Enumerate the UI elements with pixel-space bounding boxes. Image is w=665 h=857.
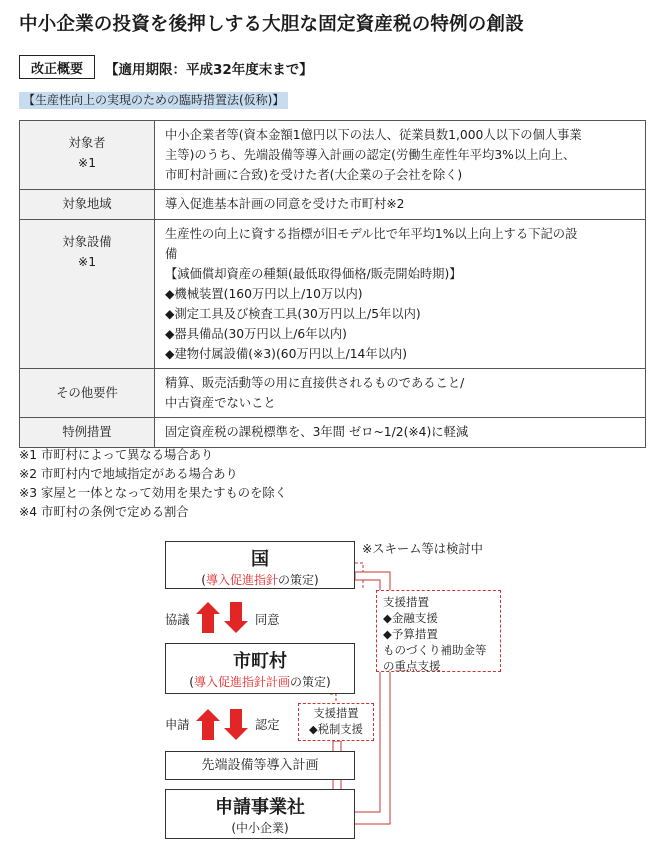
kuni-sub: (導入促進指針の策定)	[201, 573, 319, 587]
city-box	[165, 643, 355, 694]
kuni-sub-red: 導入促進指針	[205, 573, 278, 587]
content-line: 市町村計画に合致)を受けた者(大企業の子会社を除く)	[165, 168, 463, 182]
application-period: 【適用期限：平成32年度末まで】	[105, 62, 313, 78]
summary-badge: 改正概要	[19, 55, 95, 79]
support-line: ものづくり補助金等	[383, 643, 487, 657]
support-line: 支援措置	[313, 707, 359, 720]
support-line: ◆金融支援	[383, 611, 438, 625]
up-arrow-icon	[196, 602, 220, 633]
page-title: 中小企業の投資を後押しする大胆な固定資産税の特例の創設	[19, 14, 524, 35]
consult-label: 協議	[165, 613, 190, 627]
support-line: ◆予算措置	[383, 627, 438, 641]
row-header-label: 対象者	[68, 136, 106, 150]
footnote: ※1 市町村によって異なる場合あり	[19, 448, 214, 462]
plan-label: 先端設備等導入計画	[201, 758, 319, 773]
content-line: 備	[165, 247, 178, 261]
footnote: ※4 市町村の条例で定める割合	[19, 505, 189, 519]
row-header-label: 特例措置	[62, 425, 112, 439]
plan-box	[165, 751, 355, 780]
row-header-note: ※1	[77, 156, 97, 170]
content-line: ◆機械装置(160万円以上/10万以内)	[165, 287, 363, 301]
apply-arrows	[196, 709, 248, 740]
row-header-note: ※1	[77, 255, 97, 269]
content-line: 精算、販売活動等の用に直接供されるものであること/	[165, 376, 465, 390]
kuni-label: 国	[251, 549, 269, 570]
down-arrow-icon	[224, 709, 248, 740]
city-support-connector	[330, 694, 336, 703]
footnote: ※2 市町村内で地域指定がある場合あり	[19, 467, 238, 481]
applicant-sub: (中小企業)	[231, 821, 289, 835]
content-line: 主等)のうち、先端設備等導入計画の認定(労働生産性年平均3%以上向上、	[165, 148, 576, 162]
support-measures-box	[376, 590, 501, 672]
city-sub-red: 導入促進指針計画	[193, 675, 290, 689]
content-line: 固定資産税の課税標準を、3年間 ゼロ~1/2(※4)に軽減	[165, 425, 469, 439]
apply-label: 申請	[165, 718, 190, 732]
row-header-label: 対象設備	[62, 235, 112, 249]
support-line: の重点支援	[383, 659, 441, 673]
support-line: 支援措置	[383, 595, 429, 609]
law-label: 【生産性向上の実現のための臨時措置法(仮称)】	[19, 92, 288, 109]
content-line: ◆測定工具及び検査工具(30万円以上/5年以内)	[165, 307, 421, 321]
content-line: 生産性の向上に資する指標が旧モデル比で年平均1%以上向上する下記の設	[165, 227, 578, 241]
up-arrow-icon	[196, 709, 220, 740]
row-header-label: その他要件	[56, 385, 118, 400]
applicant-label: 申請事業社	[215, 797, 305, 818]
applicant-box	[165, 789, 355, 839]
city-sub: (導入促進指針計画の策定)	[189, 675, 331, 689]
scheme-note: ※スキーム等は検討中	[362, 542, 483, 556]
content-line: 中小企業者等(資本金額1億円以下の法人、従業員数1,000人以下の個人事業	[165, 128, 582, 142]
approve-label: 認定	[255, 718, 280, 732]
content-line: 導入促進基本計画の同意を受けた市町村※2	[165, 197, 405, 211]
down-arrow-icon	[224, 602, 248, 633]
content-line: 【減価償却資産の種類(最低取得価格/販売開始時期)】	[165, 267, 462, 281]
row-header-label: 対象地域	[62, 197, 112, 211]
content-line: 中古資産でないこと	[165, 396, 276, 410]
content-line: ◆器具備品(30万円以上/6年以内)	[165, 327, 347, 341]
consult-arrows	[196, 602, 248, 633]
content-line: ◆建物付属設備(※3)(60万円以上/14年以内)	[165, 347, 408, 361]
tax-support-box	[298, 703, 374, 741]
footnote: ※3 家屋と一体となって効用を果たすものを除く	[19, 486, 287, 500]
support-line: ◆税制支援	[309, 723, 363, 736]
city-label: 市町村	[233, 651, 287, 672]
agree-label: 同意	[255, 613, 280, 627]
kuni-box	[165, 541, 355, 589]
